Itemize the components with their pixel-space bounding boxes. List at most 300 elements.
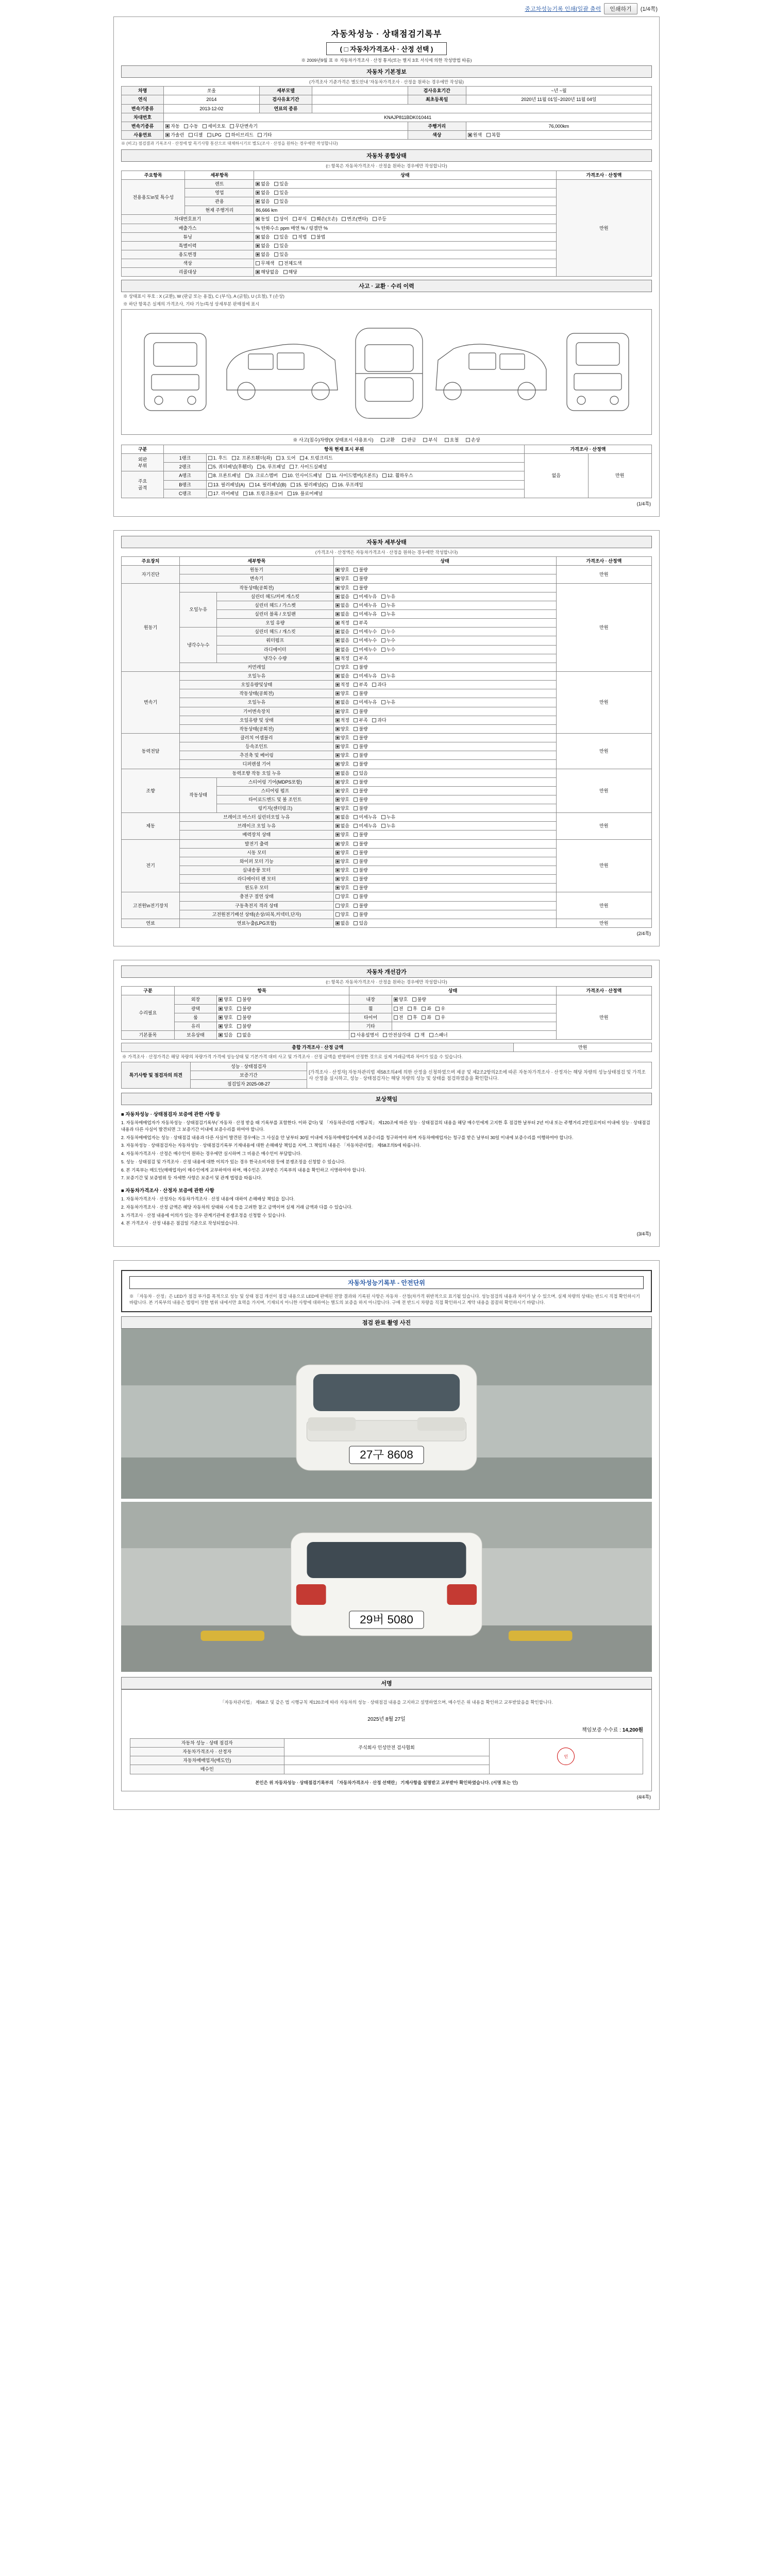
steergear-bad[interactable]: 불량	[354, 779, 367, 785]
possession-no[interactable]: 없음	[237, 1032, 251, 1038]
coolant-ok[interactable]: 적정	[335, 655, 349, 662]
item-radiator-fan: 라디에이터 팬 모터	[180, 875, 333, 884]
row-state-business[interactable]	[254, 188, 557, 197]
engine-idle-good[interactable]: 양호	[335, 585, 349, 591]
part-quarter[interactable]: 5. 쿼터패널(후휀더)	[208, 464, 253, 470]
signature-footer: 본인은 위 자동차성능 · 상태점검기록부의 「자동차가격조사 · 산정 선택란」 기재사항을 설명받고 교부받아 확인하였습니다. (서명 또는 인)	[255, 1780, 518, 1785]
state-head-cover[interactable]	[333, 592, 556, 601]
state-wiper[interactable]	[333, 857, 556, 866]
state-tire[interactable]	[392, 1013, 556, 1022]
sheet-page-3	[113, 960, 660, 1247]
headcover-leak[interactable]: 누유	[381, 594, 395, 600]
state-exterior[interactable]	[217, 995, 349, 1004]
brakeoil-slight[interactable]: 미세누유	[354, 823, 377, 829]
state-steer-pump[interactable]	[333, 786, 556, 795]
cell-label-color: 색상	[408, 131, 466, 140]
state-charge-port[interactable]	[333, 892, 556, 901]
group-frame: 주요 골격	[122, 471, 164, 498]
wiper-bad[interactable]: 불량	[354, 858, 367, 865]
tire-right[interactable]: 우	[435, 1014, 445, 1021]
coolant-low[interactable]: 부족	[354, 655, 367, 662]
transmission-opt-auto[interactable]: 자동	[165, 123, 179, 129]
col-price: 가격조사 · 산정액	[556, 171, 651, 179]
part-roof[interactable]: 6. 루프패널	[257, 464, 285, 470]
trans-diag-good[interactable]: 양호	[335, 575, 349, 582]
coolhead-leak[interactable]: 누수	[381, 629, 395, 635]
clutch-good[interactable]: 양호	[335, 735, 349, 741]
fuel-opt-gasoline[interactable]: 가솔린	[165, 132, 184, 138]
signature-title: 서명	[121, 1677, 652, 1689]
table-row	[122, 583, 652, 592]
special-opt-yes[interactable]: 있음	[274, 243, 288, 249]
wheel-front[interactable]: 전	[394, 1006, 404, 1012]
tire-rear[interactable]: 후	[408, 1014, 417, 1021]
state-fuel-leak[interactable]	[333, 919, 556, 927]
recall-opt-yes[interactable]: 해당	[283, 269, 297, 275]
coolhead-slight[interactable]: 미세누수	[354, 629, 377, 635]
radiator-leak[interactable]: 누수	[381, 647, 395, 653]
glass-good[interactable]: 양호	[219, 1023, 232, 1029]
hvwiring-good[interactable]: 양호	[335, 911, 349, 918]
chargeport-good[interactable]: 양호	[335, 893, 349, 900]
interior-good[interactable]: 양호	[394, 996, 408, 1003]
part-door[interactable]: 3. 도어	[276, 455, 295, 461]
mtidle-bad[interactable]: 불량	[354, 726, 367, 732]
usagechange-opt-yes[interactable]: 있음	[274, 251, 288, 258]
page-3-footer: (3/4쪽)	[636, 1231, 651, 1237]
state-oil-level[interactable]	[333, 619, 556, 628]
state-mt-oilleak[interactable]	[333, 698, 556, 707]
blockoilpan-slight[interactable]: 미세누유	[354, 611, 377, 617]
state-trans-idle[interactable]	[333, 689, 556, 698]
part-sidesill[interactable]: 7. 사이드실패널	[290, 464, 327, 470]
headgasket-leak[interactable]: 누유	[381, 602, 395, 608]
possession-yes[interactable]: 있음	[219, 1032, 232, 1038]
inspector-table	[121, 1062, 652, 1089]
state-mt-oillevel[interactable]	[333, 716, 556, 724]
state-head-gasket[interactable]	[333, 601, 556, 609]
state-blower[interactable]	[333, 866, 556, 875]
acc-spanner[interactable]: 스패너	[429, 1032, 448, 1038]
state-booster[interactable]	[333, 831, 556, 839]
radfan-bad[interactable]: 불량	[354, 876, 367, 882]
gearshift-good[interactable]: 양호	[335, 708, 349, 715]
row-state-usage-change[interactable]	[254, 250, 557, 259]
state-coolant-level[interactable]	[333, 654, 556, 663]
diff-good[interactable]: 양호	[335, 761, 349, 767]
state-clutch[interactable]	[333, 733, 556, 742]
coolhead-none[interactable]: 없음	[335, 629, 349, 635]
translevel-high[interactable]: 과다	[372, 682, 386, 688]
room-bad[interactable]: 불량	[237, 1014, 251, 1021]
item-engine-diag: 원동기	[180, 566, 333, 574]
photo-front-svg	[121, 1329, 652, 1499]
radiator-none[interactable]: 없음	[335, 647, 349, 653]
clutch-bad[interactable]: 불량	[354, 735, 367, 741]
rank-c: C랭크	[164, 489, 206, 498]
psleak-none[interactable]: 없음	[335, 770, 349, 776]
row-label-emission: 배출가스	[122, 224, 254, 232]
liability2-item: 2. 자동차가격조사 · 산정 금액은 해당 자동차의 상태와 시세 등을 고려한 참고 금액이며 실제 거래 금액과 다를 수 있습니다.	[121, 1204, 352, 1210]
accident-note-2: ※ 하단 항목은 실제의 가격조사, 기타 기능/특성 상세부분 판매점에 표시	[123, 301, 260, 307]
special-opt-none[interactable]: 없음	[256, 243, 270, 249]
mtlevel-low[interactable]: 부족	[354, 717, 367, 723]
transoil-slight[interactable]: 미세누유	[354, 673, 377, 679]
exterior-good[interactable]: 양호	[219, 996, 232, 1003]
rank-1-items[interactable]	[206, 454, 524, 463]
part-pillar-c[interactable]: 15. 필러패널(C)	[291, 482, 328, 488]
document-note: ※ 2009년9월 표 ※ 자동차가격조사 · 산정 통지(또는 별지 3호 서식에 의한 작성방법 따름)	[301, 58, 472, 63]
vin-opt-altered[interactable]: 변조(변타)	[342, 216, 368, 222]
state-propshaft[interactable]	[333, 751, 556, 760]
radfan-good[interactable]: 양호	[335, 876, 349, 882]
cvjoint-bad[interactable]: 불량	[354, 743, 367, 750]
waterpump-leak[interactable]: 누수	[381, 637, 395, 643]
damage-legend	[121, 435, 652, 445]
brakeoil-none[interactable]: 없음	[335, 823, 349, 829]
transmission-opt-semi[interactable]: 세미오토	[203, 123, 226, 129]
state-common-rail[interactable]	[333, 663, 556, 671]
state-wheel[interactable]	[392, 1004, 556, 1013]
row-state-tuning[interactable]	[254, 232, 557, 241]
page-1-footer: (1/4쪽)	[636, 501, 651, 506]
rank-2: 2랭크	[164, 463, 206, 471]
state-engine-diag[interactable]	[333, 566, 556, 574]
state-radiator[interactable]	[333, 645, 556, 654]
alternator-good[interactable]: 양호	[335, 841, 349, 847]
headgasket-none[interactable]: 없음	[335, 602, 349, 608]
tuning-opt-yes[interactable]: 있음	[274, 234, 288, 240]
waterpump-slight[interactable]: 미세누수	[354, 637, 377, 643]
total-price-value: 만원	[514, 1043, 652, 1052]
basic-info-footnote: ※ (비고) 점검결과 기록조사 · 산정에 딸 목기사항 통산으로 대체하시기로 별도(조사 · 산정을 원하는 경우에만 작성합니다)	[121, 141, 338, 146]
fuel-opt-lpg[interactable]: LPG	[207, 132, 222, 138]
engine-diag-good[interactable]: 양호	[335, 567, 349, 573]
table-row	[122, 87, 652, 95]
state-steer-gear[interactable]	[333, 777, 556, 786]
polish-good[interactable]: 양호	[219, 1006, 232, 1012]
tierod-good[interactable]: 양호	[335, 796, 349, 803]
brakeoil-leak[interactable]: 누유	[381, 823, 395, 829]
table-row	[122, 179, 652, 188]
chargeport-bad[interactable]: 불량	[354, 893, 367, 900]
state-linkage[interactable]	[333, 804, 556, 813]
color-options[interactable]	[466, 131, 651, 140]
transidle-bad[interactable]: 불량	[354, 690, 367, 697]
mtlevel-ok[interactable]: 적정	[335, 717, 349, 723]
row-state-recall[interactable]	[254, 268, 557, 277]
tierod-bad[interactable]: 불량	[354, 796, 367, 803]
linkage-bad[interactable]: 불량	[354, 805, 367, 811]
steergear-good[interactable]: 양호	[335, 779, 349, 785]
top-toolbar	[113, 0, 660, 16]
trans-diag-bad[interactable]: 불량	[354, 575, 367, 582]
state-tierod[interactable]	[333, 795, 556, 804]
state-window-motor[interactable]	[333, 884, 556, 892]
sheet-page-2	[113, 530, 660, 946]
section-detail-note: (가격조사 · 산정액은 자동차가격조사 · 산정을 원하는 경우에만 작성합니다)	[315, 549, 458, 555]
print-all-link[interactable]: 중고차성능기록 인쇄(일괄 출력	[525, 6, 601, 12]
polish-bad[interactable]: 불량	[237, 1006, 251, 1012]
part-hood[interactable]: 1. 후드	[208, 455, 227, 461]
rent-opt-none[interactable]: 없음	[256, 181, 270, 187]
part-sidemember[interactable]: 11. 사이드멤버(프론트)	[326, 472, 378, 479]
row-state-current-mileage	[254, 206, 557, 215]
colorchange-opt-full[interactable]: 전체도색	[279, 260, 302, 266]
rank-b-items[interactable]	[206, 480, 524, 489]
state-block-oilpan[interactable]	[333, 609, 556, 618]
table-header-row	[122, 557, 652, 566]
color-opt-mixed[interactable]: 복합	[486, 132, 500, 138]
part-pillar-b[interactable]: 14. 필러패널(B)	[249, 482, 287, 488]
fuelleak-none[interactable]: 없음	[335, 920, 349, 926]
state-cvjoint[interactable]	[333, 742, 556, 751]
fee-label: 책임보증 수수료	[582, 1727, 618, 1733]
steerpump-good[interactable]: 양호	[335, 788, 349, 794]
mtoil-slight[interactable]: 미세누유	[354, 699, 377, 705]
car-damage-diagram[interactable]	[121, 309, 652, 435]
row-state-special-history[interactable]	[254, 241, 557, 250]
mtoil-leak[interactable]: 누유	[381, 699, 395, 705]
sign-buyer-value[interactable]	[284, 1765, 489, 1774]
sheet-page-4	[113, 1260, 660, 1810]
exterior-bad[interactable]: 불량	[237, 996, 251, 1003]
vin-opt-etc[interactable]: 주등	[373, 216, 386, 222]
state-mt-idle[interactable]	[333, 724, 556, 733]
part-fender[interactable]: 2. 프론트휀더(좌)	[232, 455, 272, 461]
car-diagram-svg[interactable]	[129, 313, 644, 431]
item-head-cover: 실린더 헤드/커버 개스킷	[217, 592, 333, 601]
usagechange-opt-none[interactable]: 없음	[256, 251, 270, 258]
group-powertrain: 동력전달	[122, 733, 180, 769]
wheel-left[interactable]: 좌	[422, 1006, 431, 1012]
transmission-opt-manual[interactable]: 수동	[184, 123, 198, 129]
part-wheelhouse[interactable]: 12. 휠하우스	[382, 472, 413, 479]
state-room[interactable]	[217, 1013, 349, 1022]
tuning-opt-illegal[interactable]: 불법	[311, 234, 325, 240]
fuel-options[interactable]	[164, 131, 408, 140]
section-depreciation-title: 자동차 개선감가	[121, 965, 652, 978]
state-etc[interactable]	[392, 1022, 556, 1030]
starter-good[interactable]: 양호	[335, 850, 349, 856]
total-price-table	[121, 1043, 652, 1052]
colorchange-opt-partial[interactable]: 무채색	[256, 260, 274, 266]
sign-dealer-value[interactable]	[284, 1756, 489, 1765]
booster-bad[interactable]: 불량	[354, 832, 367, 838]
rank-2-items[interactable]	[206, 463, 524, 471]
translevel-ok[interactable]: 적정	[335, 682, 349, 688]
state-engine-idle[interactable]	[333, 583, 556, 592]
business-opt-yes[interactable]: 있음	[274, 190, 288, 196]
commonrail-good[interactable]: 양호	[335, 664, 349, 670]
state-glass[interactable]	[217, 1022, 349, 1030]
part-pillar-a[interactable]: 13. 필러패널(A)	[208, 482, 245, 488]
part-floorpanel[interactable]: 19. 플로어패널	[288, 490, 323, 497]
row-label-gov: 관용	[185, 197, 254, 206]
acc-triangle[interactable]: 안전삼각대	[383, 1032, 410, 1038]
item-tire: 타이어	[349, 1013, 392, 1022]
glass-bad[interactable]: 불량	[237, 1023, 251, 1029]
acc-manual[interactable]: 사용설명서	[351, 1032, 378, 1038]
commonrail-bad[interactable]: 불량	[354, 664, 367, 670]
engine-idle-bad[interactable]: 불량	[354, 585, 367, 591]
rank-b: B랭크	[164, 480, 206, 489]
blockoilpan-none[interactable]: 없음	[335, 611, 349, 617]
photo-front	[121, 1329, 652, 1499]
color-opt-solid[interactable]: 원색	[468, 132, 482, 138]
state-possession[interactable]	[217, 1031, 349, 1040]
state-master-cyl[interactable]	[333, 813, 556, 822]
wiper-good[interactable]: 양호	[335, 858, 349, 865]
state-radiator-fan[interactable]	[333, 875, 556, 884]
cvjoint-good[interactable]: 양호	[335, 743, 349, 750]
state-alternator[interactable]	[333, 839, 556, 848]
state-ps-leak[interactable]	[333, 769, 556, 777]
vin-opt-corrosion[interactable]: 부식	[293, 216, 307, 222]
photo-rear-svg	[121, 1502, 652, 1672]
part-insidepanel[interactable]: 10. 인사이드패널	[282, 472, 322, 479]
section-overall-title: 자동차 종합상태	[121, 149, 652, 162]
room-good[interactable]: 양호	[219, 1014, 232, 1021]
state-trans-oillevel[interactable]	[333, 681, 556, 689]
business-opt-none[interactable]: 없음	[256, 190, 270, 196]
rank-c-items[interactable]	[206, 489, 524, 498]
fuel-opt-hybrid[interactable]: 하이브리드	[226, 132, 253, 138]
transoil-leak[interactable]: 누유	[381, 673, 395, 679]
wheel-rear[interactable]: 후	[408, 1006, 417, 1012]
transidle-good[interactable]: 양호	[335, 690, 349, 697]
headcover-none[interactable]: 없음	[335, 594, 349, 600]
booster-good[interactable]: 양호	[335, 832, 349, 838]
vin-opt-same[interactable]: 동일	[256, 216, 270, 222]
rent-opt-yes[interactable]: 있음	[274, 181, 288, 187]
sign-row-inspector: 자동차 성능 · 상태 점검자	[130, 1739, 284, 1748]
blower-bad[interactable]: 불량	[354, 867, 367, 873]
liability2-item: 1. 자동차가격조사 · 산정자는 자동차가격조사 · 산정 내용에 대하여 손해배상 책임을 집니다.	[121, 1196, 295, 1202]
mastercyl-none[interactable]: 없음	[335, 814, 349, 820]
state-interior[interactable]	[392, 995, 556, 1004]
fuel-opt-etc[interactable]: 기타	[258, 132, 272, 138]
part-roofrail[interactable]: 16. 루프레일	[332, 482, 363, 488]
sign-row-appraiser: 자동차가격조사 · 산정자	[130, 1748, 284, 1756]
headcover-slight[interactable]: 미세누유	[354, 594, 377, 600]
state-water-pump[interactable]	[333, 636, 556, 645]
item-battery-isolation: 구동축전지 격리 상태	[180, 901, 333, 910]
state-battery-isolation[interactable]	[333, 901, 556, 910]
gov-opt-none[interactable]: 없음	[256, 198, 270, 205]
starter-bad[interactable]: 불량	[354, 850, 367, 856]
waterpump-none[interactable]: 없음	[335, 637, 349, 643]
state-hv-wiring[interactable]	[333, 910, 556, 919]
state-gearshift[interactable]	[333, 707, 556, 716]
state-trans-diag[interactable]	[333, 574, 556, 583]
vin-opt-damage[interactable]: 훼손(오손)	[311, 216, 338, 222]
mtlevel-high[interactable]: 과다	[372, 717, 386, 723]
state-diff[interactable]	[333, 760, 556, 769]
engine-diag-bad[interactable]: 불량	[354, 567, 367, 573]
headgasket-slight[interactable]: 미세누유	[354, 602, 377, 608]
state-brake-oil[interactable]	[333, 822, 556, 831]
row-state-gov[interactable]	[254, 197, 557, 206]
alternator-bad[interactable]: 불량	[354, 841, 367, 847]
batteryiso-bad[interactable]: 불량	[354, 903, 367, 909]
batteryiso-good[interactable]: 양호	[335, 903, 349, 909]
hvwiring-bad[interactable]: 불량	[354, 911, 367, 918]
gov-opt-yes[interactable]: 있음	[274, 198, 288, 205]
transmission-opt-cvt[interactable]: 무단변속기	[230, 123, 257, 129]
cell-label-inspection: 검사유효기간	[408, 87, 466, 95]
diff-bad[interactable]: 불량	[354, 761, 367, 767]
row-state-vin-mark[interactable]	[254, 215, 557, 224]
price-fuel: 만원	[556, 919, 651, 927]
oillevel-ok[interactable]: 적정	[335, 620, 349, 626]
item-wheel: 휠	[349, 1004, 392, 1013]
recall-opt-na[interactable]: 해당없음	[256, 269, 279, 275]
state-polish[interactable]	[217, 1004, 349, 1013]
price-highvoltage: 만원	[556, 892, 651, 919]
interior-bad[interactable]: 불량	[412, 996, 426, 1003]
fuel-opt-diesel[interactable]: 디젤	[189, 132, 203, 138]
mastercyl-leak[interactable]: 누유	[381, 814, 395, 820]
mtidle-good[interactable]: 양호	[335, 726, 349, 732]
fuelleak-yes[interactable]: 있음	[354, 920, 367, 926]
propshaft-good[interactable]: 양호	[335, 752, 349, 758]
part-frontpanel[interactable]: 8. 프론트패널	[208, 472, 241, 479]
legend-item-0: 교환	[381, 436, 395, 443]
transoil-none[interactable]: 없음	[335, 673, 349, 679]
part-trunklid[interactable]: 4. 트렁크리드	[300, 455, 332, 461]
transmission-options[interactable]	[164, 122, 408, 130]
rank-a-items[interactable]	[206, 471, 524, 480]
part-trunkfloor[interactable]: 18. 트렁크플로어	[243, 490, 283, 497]
row-state-color-change[interactable]	[254, 259, 557, 268]
windowmotor-bad[interactable]: 불량	[354, 885, 367, 891]
steerpump-bad[interactable]: 불량	[354, 788, 367, 794]
col-dep-state: 상태	[349, 987, 556, 995]
blockoilpan-leak[interactable]: 누유	[381, 611, 395, 617]
windowmotor-good[interactable]: 양호	[335, 885, 349, 891]
vin-opt-diff[interactable]: 상이	[274, 216, 288, 222]
state-trans-oilleak[interactable]	[333, 671, 556, 680]
state-head-gasket-2[interactable]	[333, 628, 556, 636]
psleak-yes[interactable]: 있음	[354, 770, 367, 776]
tuning-opt-legal[interactable]: 적법	[293, 234, 307, 240]
gearshift-bad[interactable]: 불량	[354, 708, 367, 715]
tire-front[interactable]: 전	[394, 1014, 404, 1021]
linkage-good[interactable]: 양호	[335, 805, 349, 811]
state-accessories[interactable]	[349, 1031, 556, 1040]
radiator-slight[interactable]: 미세누수	[354, 647, 377, 653]
col-detail-price: 가격조사 · 산정액	[556, 557, 651, 566]
blower-good[interactable]: 양호	[335, 867, 349, 873]
tire-left[interactable]: 좌	[422, 1014, 431, 1021]
print-button[interactable]: 인쇄하기	[604, 3, 637, 14]
acc-jack[interactable]: 잭	[415, 1032, 425, 1038]
mtoil-none[interactable]: 없음	[335, 699, 349, 705]
cell-label-fuel: 사용연료	[122, 131, 164, 140]
state-starter[interactable]	[333, 848, 556, 857]
propshaft-bad[interactable]: 불량	[354, 752, 367, 758]
tuning-opt-none[interactable]: 없음	[256, 234, 270, 240]
part-crossmember[interactable]: 9. 크로스멤버	[245, 472, 278, 479]
wheel-right[interactable]: 우	[435, 1006, 445, 1012]
mastercyl-slight[interactable]: 미세누유	[354, 814, 377, 820]
oillevel-low[interactable]: 부족	[354, 620, 367, 626]
row-state-rent[interactable]	[254, 179, 557, 188]
translevel-low[interactable]: 부족	[354, 682, 367, 688]
item-tierod: 타이로드엔드 및 볼 조인트	[217, 795, 333, 804]
part-rearpanel[interactable]: 17. 리어패널	[208, 490, 239, 497]
